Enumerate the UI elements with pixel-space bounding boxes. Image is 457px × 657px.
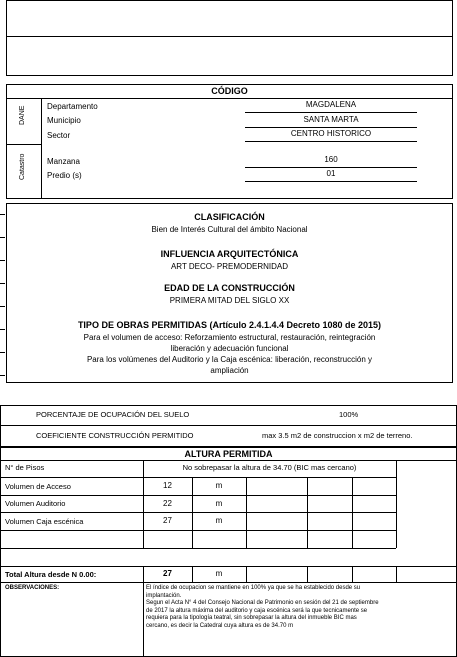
ocupacion-value: 100%	[339, 410, 359, 419]
volumen-auditorio-value: 22	[163, 499, 172, 508]
total-altura-unit: m	[215, 569, 223, 578]
municipio-label: Municipio	[47, 116, 81, 125]
edad-value: PRIMERA MITAD DEL SIGLO XX	[169, 296, 290, 305]
observaciones-line: implantación.	[146, 592, 182, 599]
volumen-acceso-label: Volumen de Acceso	[5, 482, 71, 491]
catastro-label: Catastro	[19, 153, 26, 180]
obras-title: TIPO DE OBRAS PERMITIDAS (Artículo 2.4.1.4.4 Decreto 1080 de 2015)	[77, 320, 382, 330]
municipio-value: SANTA MARTA	[303, 115, 359, 124]
top-blank-box	[6, 0, 453, 76]
observaciones-line: cercano, es decir la Catedral cuya altura es de 34.70 m	[146, 622, 294, 629]
total-altura-label: Total Altura desde N 0.00:	[5, 570, 97, 579]
sector-label: Sector	[47, 131, 71, 140]
observaciones-line: Segun el Acta N° 4 del Consejo Nacional de Patrimonio en sesión del 21 de septiembre	[146, 600, 379, 607]
manzana-label: Manzana	[47, 157, 80, 166]
obras-line-2: liberación y adecuación funcional	[170, 344, 289, 353]
ocupacion-label: PORCENTAJE DE OCUPACIÓN DEL SUELO	[36, 410, 190, 419]
predio-value: 01	[326, 169, 336, 178]
volumen-auditorio-label: Volumen Auditorio	[5, 499, 66, 508]
total-altura-value: 27	[163, 569, 172, 578]
observaciones-line: requiera para la tipología teatral, sin sobrepasar la altura del inmueble BIC mas	[146, 615, 357, 622]
coeficiente-value: max 3.5 m2 de construccion x m2 de terreno.	[262, 431, 413, 440]
departamento-label: Departamento	[47, 102, 98, 111]
edad-title: EDAD DE LA CONSTRUCCIÓN	[164, 283, 295, 293]
obras-line-4: ampliación	[210, 366, 249, 375]
observaciones-line: de 2017 la altura máxima del auditorio y caja escénica será la que tecnicamente se	[146, 607, 368, 614]
altura-title: ALTURA PERMITIDA	[184, 449, 273, 459]
clasificacion-value: Bien de Interés Cultural del ámbito Nacional	[151, 225, 308, 234]
volumen-caja-value: 27	[163, 516, 172, 525]
volumen-acceso-unit: m	[215, 481, 223, 490]
volumen-acceso-value: 12	[163, 481, 172, 490]
pisos-value: No sobrepasar la altura de 34.70 (BIC mas cercano)	[182, 463, 357, 472]
dane-label: DANE	[19, 105, 26, 125]
obras-line-3: Para los volúmenes del Auditorio y la Caja escénica: liberación, reconstrucción y	[86, 355, 373, 364]
pisos-label: N° de Pisos	[5, 463, 45, 472]
coeficiente-label: COEFICIENTE CONSTRUCCIÓN PERMITIDO	[36, 431, 194, 440]
observaciones-text	[146, 585, 446, 631]
observaciones-line: El índice de ocupacion se mantiene en 100% ya que se ha establecido desde su	[146, 585, 361, 591]
manzana-value: 160	[324, 155, 338, 164]
sector-value: CENTRO HISTORICO	[290, 129, 372, 138]
influencia-value: ART DECO- PREMODERNIDAD	[170, 262, 289, 271]
volumen-caja-label: Volumen Caja escénica	[5, 517, 84, 526]
volumen-caja-unit: m	[215, 516, 223, 525]
obras-line-1: Para el volumen de acceso: Reforzamiento estructural, restauración, reintegración	[83, 333, 376, 342]
predio-label: Predio (s)	[47, 171, 82, 180]
clasificacion-title: CLASIFICACIÓN	[194, 212, 265, 222]
codigo-title: CÓDIGO	[211, 86, 248, 96]
influencia-title: INFLUENCIA ARQUITECTÓNICA	[160, 249, 299, 259]
departamento-value: MAGDALENA	[305, 100, 357, 109]
observaciones-label: OBSERVACIONES:	[5, 585, 60, 591]
volumen-auditorio-unit: m	[215, 499, 223, 508]
